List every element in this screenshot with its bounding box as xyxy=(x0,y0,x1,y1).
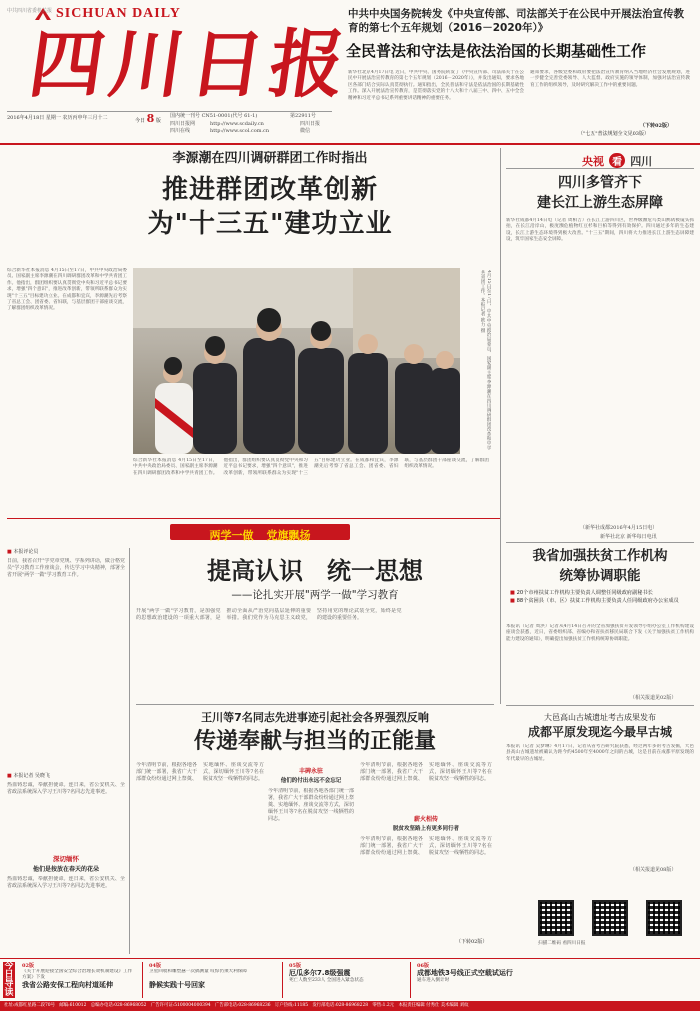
guide-item-2-page: 04版 xyxy=(149,963,161,969)
poverty-bullet-1 xyxy=(510,590,692,598)
main-story-body: 综合新华社本报消息 4月15日至17日，中共中央政治局委员、国家副主席李源潮在四川调研群团改革和中学共青团工作。他指出，群团组织要认真贯彻党中央和习近平总书记要求，增强"四个意识"，推进改革创新，带领所联系群众为实现"十三五"目标建功立业。在成都和宜宾，李源潮先后考察了省总工会、团省委、省妇联，与基层群团干部座谈交流，了解群团组织改革情况。 xyxy=(7,268,127,312)
left-col-label-1 xyxy=(7,548,38,555)
lead-body: 新华社北京4月17日电 近日，中共中央、国务院转发了《中央宣传部、司法部关于在公民中开展法治宣传教育的第七个五年规划（2016－2020年）》，并发出通知，要求各地区各部门结合实际认真贯彻执行。通知指出，全民普法和守法是依法治国的长期基础性工作。深入开展法治宣传教育，是贯彻落实党的十八大和十八届三中、四中、五中全会精神和习近平总书记系列重要讲话精神的重要任务。 xyxy=(348,70,524,101)
hero-continued: （下转02版） xyxy=(456,939,488,945)
publisher-line: 中共四川省委机关报 xyxy=(7,8,53,14)
yangtze-source: 新华社北京 新华每日电讯 xyxy=(600,534,657,540)
guide-item-4-sub: 通车进入倒计时 xyxy=(417,978,450,983)
masthead-title: 四川日报 xyxy=(23,22,357,108)
cctv-tag: 央视 xyxy=(582,155,604,168)
poverty-bullet-2 xyxy=(510,598,692,606)
guide-label: 今日导读 xyxy=(4,961,14,998)
main-story-headline-2: 为"十三五"建功立业 xyxy=(147,209,393,239)
label-marker-icon: ■ xyxy=(7,773,12,779)
hero-body-right-top: 今年清明节前，根据各地各部门统一部署，我省广大干部群众纷纷通过网上祭奠、实地缅怀、座谈交流等方式，深切缅怀王川等7名在脱贫攻坚一线牺牲的同志。 xyxy=(360,762,492,782)
hero-section-1: 丰碑永驻 xyxy=(298,768,323,775)
main-photo xyxy=(133,268,460,454)
website-link-1[interactable]: http://www.scdaily.cn xyxy=(210,121,264,127)
poverty-headline-2: 统筹协调职能 xyxy=(559,568,641,584)
geo-kicker: 大邑高山古城遗址考古成果发布 xyxy=(544,713,656,722)
poverty-body: 本报讯（记者 周洪）记者从4月14日召开的全省加强扶贫开发领导小组办公室工作机构建设座谈会获悉，近日，省委组织部、省编办和省扶贫移民局联合下发《关于加强扶贫工作机构能力建设的通知》，明确提出加强扶贫工作机构统筹协调职能。 xyxy=(506,624,694,642)
sub-banner-right: 党旗飘扬 xyxy=(266,529,311,542)
left-col-label-2 xyxy=(7,772,50,779)
guide-item-1-sub: 《关于开展迎接全国安全综合治理长效机制建设》工作方案》下发 xyxy=(22,969,133,980)
app-names xyxy=(300,121,320,135)
left-col-label-2-text: 本报记者 吴晓飞 xyxy=(13,773,50,779)
guide-item-4-title: 成都地铁3号线正式空载试运行 xyxy=(417,969,513,977)
lead-body-2: 通知要求，各级党委和政府要把法治宣传教育纳入当地经济社会发展规划，进一步健全完善党委领导、人大监督、政府实施的领导体制，加强对法治宣传教育工作的组织领导，及时研究解决工作中的重要问题。 xyxy=(530,70,690,88)
sibling-sites xyxy=(170,121,195,135)
guide-item-3-sub: 死亡人数至233人 全国进入紧急状态 xyxy=(289,978,364,983)
hero-section-2: 薪火相传 xyxy=(413,816,438,823)
footer-text: 社址:成都红星路二段70号 邮编:610012 总编办电话:028-86968052 广告许可证:5100004000394 广告部电话:028-86968236 订户热线:11185 发行部电话:028-86968228 零售:1.2元 本报责任编辑 付秀仕 美术编辑 刘纹 xyxy=(4,1003,469,1008)
study-subhead: ——论扎实开展"两学一做"学习教育 xyxy=(231,589,399,601)
yangtze-date: （新华社成都2016年4月15日电） xyxy=(580,525,658,531)
pages-count xyxy=(135,112,161,125)
website-link-2[interactable]: http://www.scol.com.cn xyxy=(210,128,270,134)
footer-bar xyxy=(0,1001,700,1011)
qr-caption xyxy=(538,940,688,946)
issue-number: 第22911号 xyxy=(290,113,316,119)
study-body: 开展"两学一做"学习教育，是加强党的思想政治建设的一项重大部署，是推动全面从严治党向基层延伸的重要举措。我们党作为马克思主义政党，坚持用党的理论武装全党，始终是党的建设的重要任务。 xyxy=(136,608,402,621)
left-col-subtitle-1: 深切缅怀 xyxy=(53,855,79,863)
app-name-2: 微信 xyxy=(300,128,311,134)
yangtze-headline-1: 四川多管齐下 xyxy=(558,175,642,191)
sibling-site-2: 四川在线 xyxy=(170,128,191,134)
guide-item-2-sub: 卫星回收和雕塑悬一次搞测量 叹惊仍须大利保障 xyxy=(149,969,247,974)
issue-date xyxy=(7,115,108,122)
left-col-body-1: 日前，我省召开"学党章党规、学系列讲话，做合格党员"学习教育工作座谈会，传达学习中央精神，部署全省开展"两学一做"学习教育工作。 xyxy=(7,558,125,578)
poverty-sign: （相关报道见02版） xyxy=(630,695,677,701)
main-photo-caption: 4月15日至17日，中共中央政治局委员、国家副主席李源潮在四川调研群团改革和中学共青团工作。本报记者 欧力 摄 xyxy=(480,270,491,450)
lunar-text: 农历丙申年三月十二 xyxy=(62,115,108,121)
guide-item-4[interactable] xyxy=(410,962,520,998)
main-story-kicker: 李源潮在四川调研群团工作时指出 xyxy=(172,151,368,166)
geo-body: 本报讯（记者 吴梦琳）4月17日，记者从省考古研究院获悉，经过两年多的考古发掘，大邑县高山古城遗址被确认为距今约4500年至4000年之间的古城，这是目前在成都平原发现的年代最早的古城址。 xyxy=(506,744,694,762)
date-text: 2016年4月18日 xyxy=(7,115,45,121)
look-tag: 看 xyxy=(609,153,625,168)
guide-item-2-title: 静候实践十号回家 xyxy=(149,981,205,989)
lead-kicker: 中共中央国务院转发《中央宣传部、司法部关于在公民中开展法治宣传教育的第七个五年规划（2016－2020年）》 xyxy=(348,8,684,34)
hero-section-2-sub: 脱贫攻坚路上有更多同行者 xyxy=(392,826,459,832)
hero-body-mid: 今年清明节前，根据各地各部门统一部署，我省广大干部群众纷纷通过网上祭奠、实地缅怀、座谈交流等方式，深切缅怀王川等7名在脱贫攻坚一线牺牲的同志。 xyxy=(268,788,354,822)
app-name-1: 四川日报 xyxy=(300,121,321,127)
sichuan-tag: 四川 xyxy=(630,155,653,168)
guide-item-1[interactable] xyxy=(22,962,134,998)
weekday-text: 星期一 xyxy=(45,115,61,121)
guide-item-1-title: 我省公路安保工程向村道延伸 xyxy=(22,981,113,989)
column-ad-banner xyxy=(582,150,652,166)
guide-item-3-page: 05版 xyxy=(289,963,301,969)
poverty-bullets xyxy=(510,590,692,605)
sub-banner xyxy=(170,524,350,540)
hero-body-right: 今年清明节前，根据各地各部门统一部署，我省广大干部群众纷纷通过网上祭奠、实地缅怀、座谈交流等方式，深切缅怀王川等7名在脱贫攻坚一线牺牲的同志。 xyxy=(360,836,492,856)
left-col-body-2: 热血铸忠诚，奉献担使命。连日来，省公安机关、全省政法系统深入学习王川等7名同志先进事迹。 xyxy=(7,782,125,795)
main-story-body-continued: 综合新华社本报消息 4月15日至17日，中共中央政治局委员、国家副主席李源潮在四川调研群团改革和中学共青团工作。他指出，群团组织要认真贯彻党中央和习近平总书记要求，增强"四个意识"，推进改革创新，带领所联系群众为实现"十三五"目标建功立业。在成都和宜宾，李源潮先后考察了省总工会、团省委、省妇联，与基层群团干部座谈交流，了解群团组织改革情况。 xyxy=(133,458,489,476)
guide-item-4-page: 06版 xyxy=(417,963,429,969)
sibling-site-1: 四川日报网 xyxy=(170,121,196,127)
qr-caption-1: 扫描二维码 xyxy=(538,941,561,946)
geo-sign: （相关报道见08版） xyxy=(630,867,677,873)
left-col-label-1-text: 本报评论员 xyxy=(13,549,39,555)
qr-caption-2: 看四川日报 xyxy=(562,941,586,946)
lead-continued: （下转02版） xyxy=(640,123,672,129)
bullet-icon: ■ xyxy=(510,597,515,604)
qr-code-2[interactable] xyxy=(592,900,628,936)
websites xyxy=(210,121,269,135)
qr-code-3[interactable] xyxy=(646,900,682,936)
hero-body-left: 今年清明节前，根据各地各部门统一部署，我省广大干部群众纷纷通过网上祭奠、实地缅怀、座谈交流等方式，深切缅怀王川等7名在脱贫攻坚一线牺牲的同志。 xyxy=(136,762,264,782)
lead-headline: 全民普法和守法是依法治国的长期基础性工作 xyxy=(346,42,647,60)
poverty-bullet-1-text: 20个市州扶贫工作机构主要负责人调整任同级政府副秘书长 xyxy=(516,590,653,596)
hero-headline: 传递奉献与担当的正能量 xyxy=(193,729,436,754)
cn-number: 国内统一刊号 CN51-0001(代号 61-1) xyxy=(170,113,258,119)
left-col-body-3: 热血铸忠诚，奉献担使命。连日来，省公安机关、全省政法系统深入学习王川等7名同志先进事迹。 xyxy=(7,876,125,889)
yangtze-body: 新华社成都4月14日电（记者 周相吉）在长江上游四川区，世界级濒危鸟类山鹧鸪被镜头抓拍，在长江沿岸山，极度濒危植物红豆杉和巨柏等得到有效保护。四川通过多年的生态建设，长江上游生态环境得到极大改善。"十三五"期间，四川将大力推进长江上游生态屏障建设，筑牢国家生态安全屏障。 xyxy=(506,218,694,243)
lead-related: （"七五"普法规划全文见03版） xyxy=(578,131,649,137)
bullet-icon: ■ xyxy=(510,590,515,596)
poverty-bullet-2-text: 88个贫困县（市、区）扶贫工作机构主要负责人任同级政府办公室成员 xyxy=(516,597,679,604)
sub-banner-left: 两学一做 xyxy=(209,529,254,542)
pages-number: 8 xyxy=(146,112,155,125)
hero-kicker: 王川等7名同志先进事迹引起社会各界强烈反响 xyxy=(201,711,429,724)
guide-item-3[interactable] xyxy=(282,962,402,998)
brand-english: SICHUAN DAILY xyxy=(56,6,181,21)
study-headline: 提高认识 统一思想 xyxy=(207,557,423,585)
label-marker-icon: ■ xyxy=(7,549,12,555)
masthead xyxy=(0,0,700,148)
guide-item-1-page: 02版 xyxy=(22,963,34,969)
main-story-headline-1: 推进群团改革创新 xyxy=(161,175,378,205)
left-col-subtitle-2: 他们是按放在春天的花朵 xyxy=(32,866,99,873)
hero-section-1-sub: 他们的付出永远不会忘记 xyxy=(280,778,342,784)
geo-headline: 成都平原发现迄今最早古城 xyxy=(527,725,672,739)
poverty-headline-1: 我省加强扶贫工作机构 xyxy=(532,548,668,564)
yangtze-headline-2: 建长江上游生态屏障 xyxy=(537,195,663,211)
guide-item-3-title: 厄瓜多尔7.8级强震 xyxy=(289,969,351,977)
pages-unit: 版 xyxy=(155,118,161,124)
guide-item-2[interactable] xyxy=(142,962,272,998)
pages-label: 今日 xyxy=(135,118,146,124)
qr-code-1[interactable] xyxy=(538,900,574,936)
